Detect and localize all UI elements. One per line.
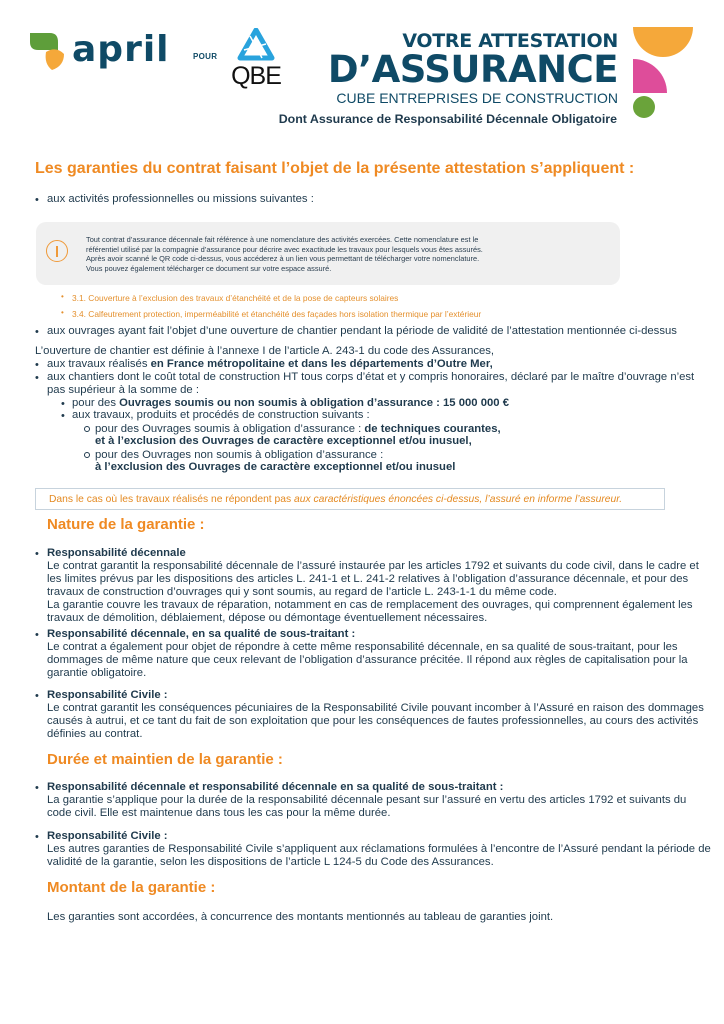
section-heading-duree: Durée et maintien de la garantie : xyxy=(47,751,283,768)
ouverture-chantier-text: L’ouverture de chantier est définie à l’annexe I de l’article A. 243-1 du code des Assurances, xyxy=(35,345,495,357)
bullet-icon: • xyxy=(35,194,39,206)
nomenclature-info-box xyxy=(36,222,620,285)
bullet-icon: • xyxy=(61,410,65,422)
duree-item-title xyxy=(47,781,503,795)
decorative-shapes-icon xyxy=(633,27,693,119)
notice-prefix: Dans le cas où les travaux réalisés ne répondent pas xyxy=(49,494,294,505)
circle-bullet-icon xyxy=(84,452,90,458)
activities-intro: aux activités professionnelles ou missions suivantes : xyxy=(47,193,314,205)
document-subtitle: Dont Assurance de Responsabilité Décennale Obligatoire xyxy=(278,112,617,126)
section-heading-montant: Montant de la garantie : xyxy=(47,879,216,896)
bullet-icon: • xyxy=(61,398,65,410)
info-text xyxy=(86,235,483,274)
duree-item-line: Les autres garanties de Responsabilité Civile s’appliquent aux réclamations formulées à l’encontre de l’Assuré pendant la période de xyxy=(47,843,711,855)
sub-clause-non-soumis-cont xyxy=(95,461,455,475)
sub-clause-prefix: pour des Ouvrages soumis à obligation d’assurance : xyxy=(95,423,365,435)
info-circle-icon xyxy=(46,240,68,262)
duree-item-line: code civil. Elle est maintenue dans tous les cas pour la même durée. xyxy=(47,807,391,819)
info-line: référentiel utilisé par la compagnie d’assurance pour décrire avec exactitude les travaux pour lesquels vous êtes assurés. xyxy=(86,244,483,254)
sub-clause-soumis-cont xyxy=(95,435,472,449)
nature-item-title-text: Responsabilité décennale xyxy=(47,547,186,559)
travaux-prefix: aux travaux réalisés xyxy=(47,358,151,370)
nature-item-title xyxy=(47,547,186,561)
document-header xyxy=(0,0,724,135)
nature-item-line: La garantie couvre les travaux de réparation, notamment en cas de remplacement des ouvrages, qui comprennent également les xyxy=(47,599,693,611)
nature-item-line: Le contrat garantit la responsabilité décennale de l’assuré instaurée par les articles 1792 et suivants du code civil, dans le cadre et xyxy=(47,560,699,572)
bullet-icon: • xyxy=(35,548,39,560)
conformity-notice xyxy=(35,488,665,510)
bullet-icon: • xyxy=(35,326,39,338)
nature-item-line: Le contrat garantit les conséquences pécuniaires de la Responsabilité Civile pouvant incomber à l’Assuré en raison des dommages xyxy=(47,702,704,714)
bullet-icon: • xyxy=(35,831,39,843)
bullet-icon: • xyxy=(35,782,39,794)
duree-item-line: validité de la garantie, selon les dispositions de l’article L 124-5 du Code des Assurances. xyxy=(47,856,494,868)
qbe-wordmark: QBE xyxy=(231,62,281,90)
circle-bullet-icon xyxy=(84,426,90,432)
notice-italic: aux caractéristiques énoncées ci-dessus, l’assuré en informe l’assureur. xyxy=(293,494,623,505)
nature-item-line: garantie obligatoire. xyxy=(47,667,147,679)
nature-item-title-text: Responsabilité Civile : xyxy=(47,689,168,701)
bullet-icon: • xyxy=(61,308,64,317)
chantiers-clause-line: pas supérieur à la somme de : xyxy=(47,384,199,396)
duree-item-title-text: Responsabilité Civile : xyxy=(47,830,168,842)
info-line: Vous pouvez également télécharger ce document sur votre espace assuré. xyxy=(86,264,332,274)
section-heading-nature: Nature de la garantie : xyxy=(47,516,205,533)
title-line-1: VOTRE ATTESTATION xyxy=(402,30,618,52)
sub-clause-bold: de techniques courantes, xyxy=(364,423,501,435)
section-heading-garanties: Les garanties du contrat faisant l’objet de la présente attestation s’appliquent : xyxy=(35,160,635,177)
nature-item-line: travaux de démolition, déblaiement, dépose ou démontage éventuellement nécessaires. xyxy=(47,612,488,624)
april-leaf-icon xyxy=(28,30,72,72)
nature-item-title xyxy=(47,628,355,642)
sub-clause-bold: et à l’exclusion des Ouvrages de caractère exceptionnel et/ou inusuel, xyxy=(95,435,472,447)
pour-label: POUR xyxy=(193,52,218,61)
procedes-clause: aux travaux, produits et procédés de construction suivants : xyxy=(72,409,370,421)
activity-item: 3.4. Calfeutrement protection, imperméabilité et étanchéité des façades hors isolation thermique par l’extérieur xyxy=(72,309,482,319)
bullet-icon: • xyxy=(35,629,39,641)
montant-text: Les garanties sont accordées, à concurrence des montants mentionnés au tableau de garanties joint. xyxy=(47,911,554,923)
qbe-triangle-icon xyxy=(228,28,284,62)
ouvrages-clause: aux ouvrages ayant fait l’objet d’une ouverture de chantier pendant la période de validité de l’attestation mentionnée ci-dessus xyxy=(47,325,677,337)
bullet-icon: • xyxy=(35,359,39,371)
bullet-icon: • xyxy=(35,690,39,702)
travaux-clause xyxy=(47,358,493,372)
activity-item: 3.1. Couverture à l’exclusion des travaux d’étanchéité et de la pose de capteurs solaires xyxy=(72,293,399,303)
nature-item-line: causés à autrui, et ce tant du fait de son exploitation que pour les conséquences de fautes professionnelles, au cours des activités xyxy=(47,715,699,727)
duree-item-line: La garantie s’applique pour la durée de la responsabilité décennale pesant sur l’assuré en vertu des articles 1792 et suivants du xyxy=(47,794,687,806)
info-line: Après avoir scanné le QR code ci-dessus, vous accéderez à un lien vous permettant de télécharger votre nomenclature. xyxy=(86,254,480,264)
nature-item-line: les limites prévus par les dispositions des articles L. 241-1 et L. 241-2 relatives à l’obligation d’assurance décennale, et pour des xyxy=(47,573,689,585)
travaux-location: en France métropolitaine et dans les départements d’Outre Mer, xyxy=(150,358,493,370)
nature-item-line: travaux de construction d’ouvrages qui y sont soumis, au regard de l’article L. 243-1-1 du même code. xyxy=(47,586,557,598)
sub-clause-bold: à l’exclusion des Ouvrages de caractère exceptionnel et/ou inusuel xyxy=(95,461,456,473)
qbe-logo xyxy=(228,28,284,90)
nature-item-title-text: Responsabilité décennale, en sa qualité de sous-traitant : xyxy=(47,628,356,640)
duree-item-title-text: Responsabilité décennale et responsabilité décennale en sa qualité de sous-traitant : xyxy=(47,781,504,793)
nature-item-line: définies au contrat. xyxy=(47,728,143,740)
ouvrages-limit-prefix: pour des xyxy=(72,397,120,409)
bullet-icon: • xyxy=(61,292,64,301)
sub-clause-non-soumis: pour des Ouvrages non soumis à obligation d’assurance : xyxy=(95,449,384,461)
bullet-icon: • xyxy=(35,372,39,384)
nature-item-line: dommages de même nature que ceux relevant de l’obligation d’assurance précitée. Il répond aux règles de capitalisation pour la xyxy=(47,654,688,666)
nature-item-line: Le contrat a également pour objet de répondre à cette même responsabilité décennale, en sa qualité de sous-traitant, pour les xyxy=(47,641,678,653)
april-wordmark: april xyxy=(72,29,170,70)
chantiers-clause-line: aux chantiers dont le coût total de construction HT tous corps d’état et y compris honoraires, déclaré par le maître d’ouvrage n’est xyxy=(47,371,695,383)
attestation-title xyxy=(328,30,618,106)
ouvrages-limit-amount: Ouvrages soumis ou non soumis à obligation d’assurance : 15 000 000 € xyxy=(119,397,509,409)
info-line: Tout contrat d’assurance décennale fait référence à une nomenclature des activités exercées. Cette nomenclature est le xyxy=(86,235,479,244)
april-logo xyxy=(28,30,188,72)
title-line-3: CUBE ENTREPRISES DE CONSTRUCTION xyxy=(336,90,618,106)
title-line-2: D’ASSURANCE xyxy=(327,48,618,91)
duree-item-title xyxy=(47,830,168,844)
nature-item-title xyxy=(47,689,168,703)
